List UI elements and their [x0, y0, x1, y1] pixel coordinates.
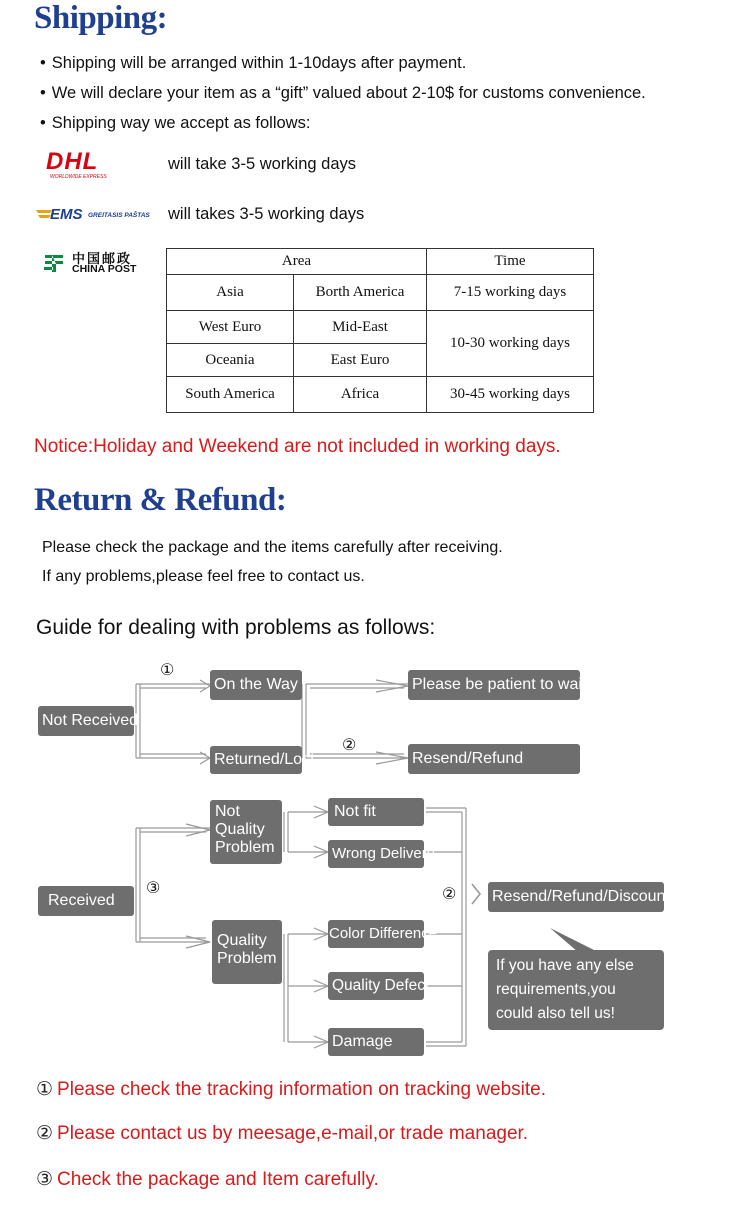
resend-refund-box: Resend/Refund: [408, 744, 580, 774]
area-cell: West Euro: [167, 311, 294, 344]
not-fit-box: Not fit: [328, 798, 424, 826]
header-area: Area: [167, 249, 427, 275]
color-difference-box: Color Difference: [328, 920, 424, 948]
bullet-declare: • We will declare your item as a “gift” valued about 2-10$ for customs convenience.: [40, 84, 646, 103]
returned-lost-box: Returned/Lost: [210, 746, 302, 774]
refund-line-check: Please check the package and the items carefully after receiving.: [42, 539, 503, 556]
bullet-shipping-way: • Shipping way we accept as follows:: [40, 114, 310, 133]
ems-logo-text: EMS: [50, 206, 83, 223]
footnote-one: [36, 1078, 546, 1101]
not-quality-line-3: Problem: [215, 839, 275, 856]
footnote-three-number: ③: [36, 1169, 54, 1190]
holiday-notice: Notice:Holiday and Weekend are not included in working days.: [34, 436, 561, 457]
step-two-mark-received: ②: [442, 886, 457, 903]
callout-pointer: [550, 928, 598, 952]
dhl-delivery-time: will take 3-5 working days: [168, 155, 356, 173]
step-two-mark: ②: [342, 737, 357, 754]
area-cell: Africa: [294, 377, 427, 413]
not-quality-line-1: Not: [215, 803, 240, 820]
be-patient-box: Please be patient to wait: [408, 670, 580, 700]
dhl-logo-sub: WORLDWIDE EXPRESS: [50, 174, 107, 180]
time-cell: 30-45 working days: [427, 377, 594, 413]
area-cell: Mid-East: [294, 311, 427, 344]
time-cell: 7-15 working days: [427, 275, 594, 311]
bullet-arranged: • Shipping will be arranged within 1-10days after payment.: [40, 54, 466, 73]
footnote-two-text: Please contact us by meesage,e-mail,or trade manager.: [57, 1123, 529, 1144]
shipping-title: Shipping:: [34, 0, 168, 36]
quality-line-1: Quality: [217, 932, 267, 949]
step-one-mark: ①: [160, 662, 175, 679]
china-post-chinese: 中国邮政: [72, 251, 133, 266]
footnote-three: [36, 1168, 379, 1191]
footnote-one-number: ①: [36, 1079, 54, 1100]
received-box: Received: [38, 886, 134, 916]
step-three-mark: ③: [146, 880, 161, 897]
not-received-box: Not Received: [38, 706, 134, 736]
quality-problem-box: [212, 920, 282, 984]
guide-title: Guide for dealing with problems as follows:: [36, 616, 436, 639]
resend-refund-discount-box: Resend/Refund/Discount: [488, 882, 664, 912]
quality-defect-box: Quality Defect: [328, 972, 424, 1000]
time-cell: 10-30 working days: [427, 311, 594, 377]
header-time: Time: [427, 249, 594, 275]
footnote-one-text: Please check the tracking information on tracking website.: [57, 1079, 547, 1100]
dhl-logo-text: DHL: [46, 148, 99, 175]
quality-line-2: Problem: [217, 950, 277, 967]
area-cell: East Euro: [294, 344, 427, 377]
on-the-way-box: On the Way: [210, 670, 302, 700]
not-quality-problem-box: [210, 800, 282, 864]
area-cell: Oceania: [167, 344, 294, 377]
ems-logo-sub: GREITASIS PAŠTAS: [88, 212, 150, 219]
not-quality-line-2: Quality: [215, 821, 265, 838]
area-cell: Borth America: [294, 275, 427, 311]
footnote-two-number: ②: [36, 1123, 54, 1144]
china-post-english: CHINA POST: [72, 263, 137, 275]
refund-title: Return & Refund:: [34, 482, 287, 518]
damage-box: Damage: [328, 1028, 424, 1056]
area-cell: South America: [167, 377, 294, 413]
wrong-delivery-box: Wrong Deliveru: [328, 840, 424, 868]
footnote-three-text: Check the package and Item carefully.: [57, 1169, 379, 1190]
ems-delivery-time: will takes 3-5 working days: [168, 205, 365, 223]
any-requirements-callout: If you have any else requirements,you could also tell us!: [488, 950, 664, 1030]
refund-line-contact: If any problems,please feel free to contact us.: [42, 568, 365, 585]
footnote-two: [36, 1122, 528, 1145]
area-cell: Asia: [167, 275, 294, 311]
